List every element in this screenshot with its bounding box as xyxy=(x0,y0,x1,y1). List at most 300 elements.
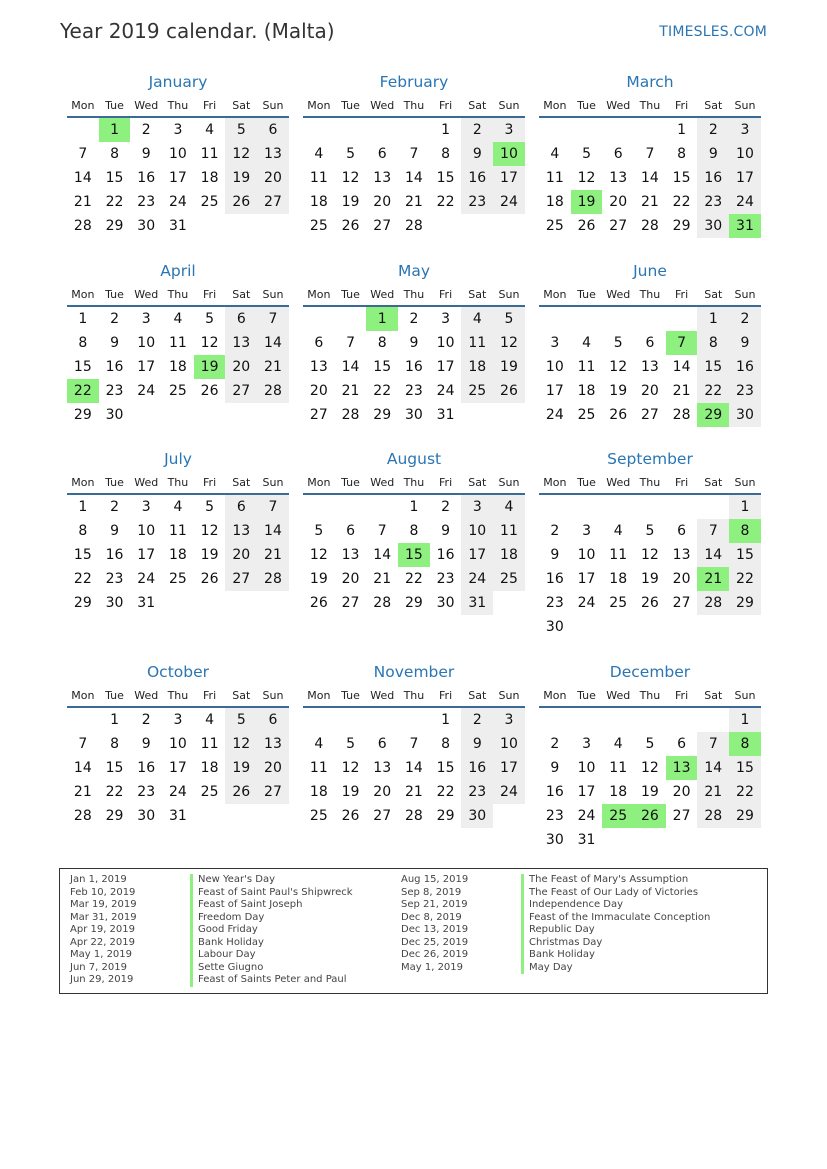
day-cell[interactable]: 20 xyxy=(257,756,289,780)
day-cell[interactable]: 7 xyxy=(78,736,88,752)
day-cell[interactable]: 22 xyxy=(105,784,124,800)
day-cell[interactable]: 6 xyxy=(377,736,387,752)
day-cell[interactable]: 18 xyxy=(200,170,219,186)
day-cell[interactable]: 8 xyxy=(110,146,119,162)
day-cell[interactable]: 3 xyxy=(461,495,493,519)
day-cell[interactable]: 5 xyxy=(582,146,591,162)
day-cell[interactable]: 29 xyxy=(729,804,761,828)
day-cell[interactable]: 25 xyxy=(461,379,493,403)
day-cell[interactable]: 9 xyxy=(141,736,151,752)
day-cell[interactable]: 11 xyxy=(493,519,525,543)
day-cell[interactable]: 14 xyxy=(697,543,729,567)
day-cell[interactable]: 25 xyxy=(577,407,596,423)
holiday-day-cell[interactable]: 22 xyxy=(67,379,99,403)
day-cell[interactable]: 16 xyxy=(697,166,729,190)
day-cell[interactable]: 6 xyxy=(645,335,655,351)
day-cell[interactable]: 12 xyxy=(341,170,360,186)
day-cell[interactable]: 10 xyxy=(137,523,156,539)
day-cell[interactable]: 18 xyxy=(577,383,596,399)
day-cell[interactable]: 19 xyxy=(225,166,257,190)
day-cell[interactable]: 19 xyxy=(309,571,328,587)
day-cell[interactable]: 24 xyxy=(729,190,761,214)
day-cell[interactable]: 7 xyxy=(409,736,419,752)
day-cell[interactable]: 17 xyxy=(137,547,156,563)
day-cell[interactable]: 2 xyxy=(110,499,119,515)
day-cell[interactable]: 20 xyxy=(609,194,628,210)
day-cell[interactable]: 15 xyxy=(73,547,92,563)
day-cell[interactable]: 21 xyxy=(73,784,92,800)
day-cell[interactable]: 14 xyxy=(341,359,360,375)
day-cell[interactable]: 19 xyxy=(640,571,659,587)
day-cell[interactable]: 31 xyxy=(168,218,187,234)
day-cell[interactable]: 9 xyxy=(141,146,151,162)
day-cell[interactable]: 12 xyxy=(577,170,596,186)
day-cell[interactable]: 18 xyxy=(609,571,628,587)
day-cell[interactable]: 31 xyxy=(137,595,156,611)
day-cell[interactable]: 5 xyxy=(346,736,355,752)
day-cell[interactable]: 18 xyxy=(309,194,328,210)
day-cell[interactable]: 11 xyxy=(309,170,328,186)
day-cell[interactable]: 13 xyxy=(640,359,659,375)
day-cell[interactable]: 14 xyxy=(373,547,392,563)
day-cell[interactable]: 29 xyxy=(73,595,92,611)
day-cell[interactable]: 12 xyxy=(200,523,219,539)
day-cell[interactable]: 6 xyxy=(257,708,289,732)
day-cell[interactable]: 19 xyxy=(493,355,525,379)
day-cell[interactable]: 24 xyxy=(493,780,525,804)
day-cell[interactable]: 1 xyxy=(409,499,419,515)
day-cell[interactable]: 24 xyxy=(577,595,596,611)
day-cell[interactable]: 15 xyxy=(697,355,729,379)
day-cell[interactable]: 14 xyxy=(257,519,289,543)
day-cell[interactable]: 8 xyxy=(78,335,88,351)
holiday-day-cell[interactable]: 19 xyxy=(194,355,226,379)
day-cell[interactable]: 6 xyxy=(377,146,387,162)
day-cell[interactable]: 15 xyxy=(436,170,455,186)
day-cell[interactable]: 18 xyxy=(168,547,187,563)
day-cell[interactable]: 23 xyxy=(105,383,124,399)
day-cell[interactable]: 25 xyxy=(309,808,328,824)
day-cell[interactable]: 21 xyxy=(257,543,289,567)
holiday-day-cell[interactable]: 26 xyxy=(634,804,666,828)
day-cell[interactable]: 18 xyxy=(309,784,328,800)
day-cell[interactable]: 30 xyxy=(697,214,729,238)
day-cell[interactable]: 22 xyxy=(73,571,92,587)
day-cell[interactable]: 15 xyxy=(436,760,455,776)
day-cell[interactable]: 17 xyxy=(461,543,493,567)
day-cell[interactable]: 4 xyxy=(205,122,215,138)
day-cell[interactable]: 28 xyxy=(257,379,289,403)
day-cell[interactable]: 5 xyxy=(645,523,655,539)
holiday-day-cell[interactable]: 19 xyxy=(571,190,603,214)
day-cell[interactable]: 30 xyxy=(137,808,156,824)
day-cell[interactable]: 27 xyxy=(341,595,360,611)
day-cell[interactable]: 1 xyxy=(441,122,451,138)
day-cell[interactable]: 11 xyxy=(200,146,219,162)
day-cell[interactable]: 5 xyxy=(613,335,623,351)
day-cell[interactable]: 19 xyxy=(225,756,257,780)
day-cell[interactable]: 2 xyxy=(141,122,151,138)
day-cell[interactable]: 11 xyxy=(545,170,564,186)
day-cell[interactable]: 28 xyxy=(404,808,423,824)
day-cell[interactable]: 23 xyxy=(461,780,493,804)
day-cell[interactable]: 22 xyxy=(672,194,691,210)
day-cell[interactable]: 18 xyxy=(461,355,493,379)
day-cell[interactable]: 17 xyxy=(137,359,156,375)
day-cell[interactable]: 7 xyxy=(377,523,387,539)
day-cell[interactable]: 1 xyxy=(441,712,451,728)
holiday-day-cell[interactable]: 29 xyxy=(697,403,729,427)
day-cell[interactable]: 16 xyxy=(436,547,455,563)
day-cell[interactable]: 13 xyxy=(373,760,392,776)
day-cell[interactable]: 26 xyxy=(200,383,219,399)
day-cell[interactable]: 10 xyxy=(461,519,493,543)
day-cell[interactable]: 14 xyxy=(73,170,92,186)
day-cell[interactable]: 14 xyxy=(697,756,729,780)
day-cell[interactable]: 8 xyxy=(697,331,729,355)
day-cell[interactable]: 4 xyxy=(493,495,525,519)
day-cell[interactable]: 30 xyxy=(105,595,124,611)
holiday-day-cell[interactable]: 8 xyxy=(729,519,761,543)
day-cell[interactable]: 20 xyxy=(341,571,360,587)
day-cell[interactable]: 8 xyxy=(409,523,419,539)
day-cell[interactable]: 16 xyxy=(105,547,124,563)
day-cell[interactable]: 10 xyxy=(545,359,564,375)
day-cell[interactable]: 21 xyxy=(404,194,423,210)
day-cell[interactable]: 10 xyxy=(137,335,156,351)
day-cell[interactable]: 16 xyxy=(461,756,493,780)
day-cell[interactable]: 4 xyxy=(173,499,183,515)
day-cell[interactable]: 21 xyxy=(257,355,289,379)
day-cell[interactable]: 30 xyxy=(137,218,156,234)
day-cell[interactable]: 30 xyxy=(729,403,761,427)
day-cell[interactable]: 17 xyxy=(168,760,187,776)
day-cell[interactable]: 21 xyxy=(672,383,691,399)
day-cell[interactable]: 4 xyxy=(550,146,560,162)
day-cell[interactable]: 2 xyxy=(110,311,119,327)
day-cell[interactable]: 17 xyxy=(493,166,525,190)
day-cell[interactable]: 18 xyxy=(493,543,525,567)
day-cell[interactable]: 18 xyxy=(168,359,187,375)
day-cell[interactable]: 14 xyxy=(73,760,92,776)
day-cell[interactable]: 19 xyxy=(341,784,360,800)
day-cell[interactable]: 14 xyxy=(672,359,691,375)
holiday-day-cell[interactable]: 8 xyxy=(729,732,761,756)
day-cell[interactable]: 2 xyxy=(441,499,451,515)
day-cell[interactable]: 15 xyxy=(73,359,92,375)
day-cell[interactable]: 12 xyxy=(640,547,659,563)
day-cell[interactable]: 8 xyxy=(110,736,119,752)
day-cell[interactable]: 2 xyxy=(141,712,151,728)
day-cell[interactable]: 17 xyxy=(436,359,455,375)
day-cell[interactable]: 15 xyxy=(105,170,124,186)
day-cell[interactable]: 20 xyxy=(225,543,257,567)
day-cell[interactable]: 1 xyxy=(729,495,761,519)
day-cell[interactable]: 26 xyxy=(225,780,257,804)
day-cell[interactable]: 19 xyxy=(341,194,360,210)
day-cell[interactable]: 28 xyxy=(257,567,289,591)
day-cell[interactable]: 27 xyxy=(373,808,392,824)
day-cell[interactable]: 6 xyxy=(257,118,289,142)
day-cell[interactable]: 15 xyxy=(105,760,124,776)
day-cell[interactable]: 24 xyxy=(461,567,493,591)
day-cell[interactable]: 29 xyxy=(672,218,691,234)
day-cell[interactable]: 11 xyxy=(168,523,187,539)
day-cell[interactable]: 26 xyxy=(609,407,628,423)
day-cell[interactable]: 7 xyxy=(645,146,655,162)
day-cell[interactable]: 17 xyxy=(729,166,761,190)
day-cell[interactable]: 13 xyxy=(672,547,691,563)
day-cell[interactable]: 3 xyxy=(173,712,183,728)
day-cell[interactable]: 9 xyxy=(409,335,419,351)
day-cell[interactable]: 23 xyxy=(137,784,156,800)
day-cell[interactable]: 3 xyxy=(441,311,451,327)
day-cell[interactable]: 30 xyxy=(545,832,564,848)
day-cell[interactable]: 7 xyxy=(257,495,289,519)
day-cell[interactable]: 31 xyxy=(461,591,493,615)
day-cell[interactable]: 5 xyxy=(205,499,215,515)
day-cell[interactable]: 14 xyxy=(257,331,289,355)
day-cell[interactable]: 16 xyxy=(729,355,761,379)
day-cell[interactable]: 15 xyxy=(672,170,691,186)
day-cell[interactable]: 3 xyxy=(493,118,525,142)
day-cell[interactable]: 13 xyxy=(257,732,289,756)
day-cell[interactable]: 20 xyxy=(373,194,392,210)
day-cell[interactable]: 13 xyxy=(341,547,360,563)
day-cell[interactable]: 28 xyxy=(640,218,659,234)
day-cell[interactable]: 8 xyxy=(677,146,687,162)
day-cell[interactable]: 9 xyxy=(441,523,451,539)
day-cell[interactable]: 2 xyxy=(550,736,560,752)
day-cell[interactable]: 28 xyxy=(672,407,691,423)
day-cell[interactable]: 23 xyxy=(404,383,423,399)
day-cell[interactable]: 26 xyxy=(341,218,360,234)
day-cell[interactable]: 22 xyxy=(729,567,761,591)
day-cell[interactable]: 25 xyxy=(168,571,187,587)
day-cell[interactable]: 28 xyxy=(697,804,729,828)
day-cell[interactable]: 17 xyxy=(168,170,187,186)
day-cell[interactable]: 20 xyxy=(672,571,691,587)
day-cell[interactable]: 20 xyxy=(225,355,257,379)
day-cell[interactable]: 14 xyxy=(404,170,423,186)
day-cell[interactable]: 28 xyxy=(73,808,92,824)
day-cell[interactable]: 17 xyxy=(577,784,596,800)
day-cell[interactable]: 5 xyxy=(493,307,525,331)
day-cell[interactable]: 16 xyxy=(137,170,156,186)
day-cell[interactable]: 10 xyxy=(729,142,761,166)
day-cell[interactable]: 27 xyxy=(225,379,257,403)
day-cell[interactable]: 28 xyxy=(404,218,423,234)
day-cell[interactable]: 26 xyxy=(577,218,596,234)
day-cell[interactable]: 10 xyxy=(577,760,596,776)
day-cell[interactable]: 23 xyxy=(697,190,729,214)
day-cell[interactable]: 4 xyxy=(205,712,215,728)
day-cell[interactable]: 12 xyxy=(341,760,360,776)
day-cell[interactable]: 4 xyxy=(314,736,324,752)
day-cell[interactable]: 7 xyxy=(409,146,419,162)
day-cell[interactable]: 6 xyxy=(225,495,257,519)
day-cell[interactable]: 5 xyxy=(645,736,655,752)
day-cell[interactable]: 6 xyxy=(314,335,324,351)
day-cell[interactable]: 2 xyxy=(461,118,493,142)
day-cell[interactable]: 16 xyxy=(105,359,124,375)
day-cell[interactable]: 8 xyxy=(377,335,387,351)
day-cell[interactable]: 11 xyxy=(309,760,328,776)
day-cell[interactable]: 7 xyxy=(78,146,88,162)
day-cell[interactable]: 10 xyxy=(168,146,187,162)
day-cell[interactable]: 17 xyxy=(577,571,596,587)
day-cell[interactable]: 3 xyxy=(550,335,560,351)
day-cell[interactable]: 22 xyxy=(729,780,761,804)
day-cell[interactable]: 23 xyxy=(545,808,564,824)
day-cell[interactable]: 18 xyxy=(200,760,219,776)
day-cell[interactable]: 25 xyxy=(200,194,219,210)
holiday-day-cell[interactable]: 1 xyxy=(99,118,131,142)
day-cell[interactable]: 31 xyxy=(168,808,187,824)
day-cell[interactable]: 21 xyxy=(373,571,392,587)
day-cell[interactable]: 6 xyxy=(225,307,257,331)
day-cell[interactable]: 28 xyxy=(697,591,729,615)
day-cell[interactable]: 11 xyxy=(461,331,493,355)
day-cell[interactable]: 22 xyxy=(436,194,455,210)
day-cell[interactable]: 6 xyxy=(677,736,687,752)
day-cell[interactable]: 24 xyxy=(436,383,455,399)
brand-link[interactable]: TIMESLES.COM xyxy=(659,24,767,40)
day-cell[interactable]: 4 xyxy=(613,523,623,539)
holiday-day-cell[interactable]: 7 xyxy=(666,331,698,355)
day-cell[interactable]: 18 xyxy=(545,194,564,210)
day-cell[interactable]: 29 xyxy=(105,808,124,824)
day-cell[interactable]: 30 xyxy=(461,804,493,828)
day-cell[interactable]: 24 xyxy=(168,194,187,210)
day-cell[interactable]: 27 xyxy=(640,407,659,423)
day-cell[interactable]: 10 xyxy=(493,732,525,756)
day-cell[interactable]: 24 xyxy=(137,571,156,587)
day-cell[interactable]: 23 xyxy=(436,571,455,587)
day-cell[interactable]: 21 xyxy=(73,194,92,210)
day-cell[interactable]: 4 xyxy=(173,311,183,327)
day-cell[interactable]: 2 xyxy=(729,307,761,331)
day-cell[interactable]: 29 xyxy=(436,808,455,824)
day-cell[interactable]: 5 xyxy=(346,146,355,162)
day-cell[interactable]: 3 xyxy=(582,736,591,752)
day-cell[interactable]: 9 xyxy=(550,760,560,776)
day-cell[interactable]: 6 xyxy=(346,523,355,539)
day-cell[interactable]: 16 xyxy=(137,760,156,776)
day-cell[interactable]: 29 xyxy=(105,218,124,234)
day-cell[interactable]: 9 xyxy=(110,335,119,351)
day-cell[interactable]: 3 xyxy=(582,523,591,539)
day-cell[interactable]: 23 xyxy=(461,190,493,214)
day-cell[interactable]: 10 xyxy=(436,335,455,351)
day-cell[interactable]: 25 xyxy=(493,567,525,591)
day-cell[interactable]: 1 xyxy=(677,122,687,138)
day-cell[interactable]: 1 xyxy=(110,712,119,728)
day-cell[interactable]: 23 xyxy=(729,379,761,403)
day-cell[interactable]: 27 xyxy=(672,808,691,824)
day-cell[interactable]: 26 xyxy=(341,808,360,824)
day-cell[interactable]: 30 xyxy=(404,407,423,423)
day-cell[interactable]: 9 xyxy=(110,523,119,539)
holiday-day-cell[interactable]: 1 xyxy=(366,307,398,331)
day-cell[interactable]: 31 xyxy=(577,832,596,848)
day-cell[interactable]: 11 xyxy=(168,335,187,351)
day-cell[interactable]: 13 xyxy=(225,331,257,355)
day-cell[interactable]: 20 xyxy=(257,166,289,190)
day-cell[interactable]: 31 xyxy=(436,407,455,423)
day-cell[interactable]: 23 xyxy=(105,571,124,587)
day-cell[interactable]: 19 xyxy=(200,547,219,563)
day-cell[interactable]: 12 xyxy=(640,760,659,776)
day-cell[interactable]: 20 xyxy=(373,784,392,800)
day-cell[interactable]: 24 xyxy=(168,784,187,800)
day-cell[interactable]: 22 xyxy=(105,194,124,210)
day-cell[interactable]: 9 xyxy=(461,732,493,756)
day-cell[interactable]: 12 xyxy=(309,547,328,563)
day-cell[interactable]: 3 xyxy=(729,118,761,142)
day-cell[interactable]: 17 xyxy=(493,756,525,780)
day-cell[interactable]: 16 xyxy=(461,166,493,190)
day-cell[interactable]: 9 xyxy=(461,142,493,166)
day-cell[interactable]: 20 xyxy=(640,383,659,399)
day-cell[interactable]: 27 xyxy=(225,567,257,591)
day-cell[interactable]: 4 xyxy=(314,146,324,162)
day-cell[interactable]: 1 xyxy=(78,499,88,515)
day-cell[interactable]: 12 xyxy=(225,142,257,166)
day-cell[interactable]: 30 xyxy=(105,407,124,423)
day-cell[interactable]: 9 xyxy=(697,142,729,166)
holiday-day-cell[interactable]: 21 xyxy=(697,567,729,591)
day-cell[interactable]: 11 xyxy=(609,760,628,776)
day-cell[interactable]: 7 xyxy=(697,519,729,543)
day-cell[interactable]: 3 xyxy=(173,122,183,138)
day-cell[interactable]: 4 xyxy=(613,736,623,752)
day-cell[interactable]: 21 xyxy=(404,784,423,800)
day-cell[interactable]: 14 xyxy=(404,760,423,776)
day-cell[interactable]: 10 xyxy=(577,547,596,563)
day-cell[interactable]: 26 xyxy=(640,595,659,611)
day-cell[interactable]: 2 xyxy=(461,708,493,732)
day-cell[interactable]: 21 xyxy=(697,780,729,804)
day-cell[interactable]: 24 xyxy=(493,190,525,214)
day-cell[interactable]: 24 xyxy=(545,407,564,423)
day-cell[interactable]: 7 xyxy=(257,307,289,331)
day-cell[interactable]: 26 xyxy=(200,571,219,587)
day-cell[interactable]: 28 xyxy=(73,218,92,234)
day-cell[interactable]: 4 xyxy=(582,335,591,351)
day-cell[interactable]: 29 xyxy=(729,591,761,615)
day-cell[interactable]: 11 xyxy=(200,736,219,752)
holiday-day-cell[interactable]: 10 xyxy=(493,142,525,166)
day-cell[interactable]: 27 xyxy=(609,218,628,234)
day-cell[interactable]: 20 xyxy=(672,784,691,800)
day-cell[interactable]: 19 xyxy=(640,784,659,800)
day-cell[interactable]: 16 xyxy=(545,571,564,587)
day-cell[interactable]: 4 xyxy=(461,307,493,331)
day-cell[interactable]: 1 xyxy=(78,311,88,327)
day-cell[interactable]: 7 xyxy=(346,335,355,351)
day-cell[interactable]: 22 xyxy=(373,383,392,399)
day-cell[interactable]: 30 xyxy=(436,595,455,611)
day-cell[interactable]: 18 xyxy=(609,784,628,800)
day-cell[interactable]: 8 xyxy=(441,736,451,752)
day-cell[interactable]: 10 xyxy=(168,736,187,752)
day-cell[interactable]: 12 xyxy=(225,732,257,756)
day-cell[interactable]: 9 xyxy=(729,331,761,355)
day-cell[interactable]: 2 xyxy=(409,311,419,327)
day-cell[interactable]: 5 xyxy=(225,118,257,142)
day-cell[interactable]: 25 xyxy=(309,218,328,234)
